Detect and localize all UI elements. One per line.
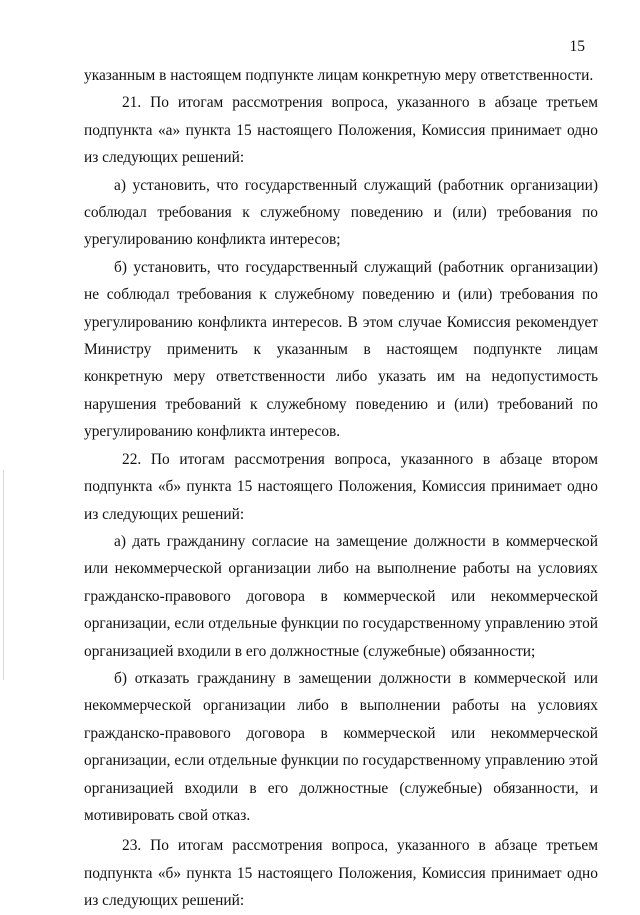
paragraph-continuation: указанным в настоящем подпункте лицам конкретную меру ответственности. (84, 67, 594, 84)
page-number: 15 (569, 38, 585, 55)
paragraph-item-21-a: а) установить, что государственный служащий (работник организации) соблюдал требования к служебному поведению и (или) требования по урегулированию конфликта интересов; (84, 176, 598, 249)
document-body (84, 62, 598, 915)
paragraph-item-21-b: б) установить, что государственный служащий (работник организации) не соблюдал требования к служебному поведению и (или) требования по урегулированию конфликта интересов. В этом случае Комиссия рекомендует Министру применить к указанным в настоящем подпункте лицам конкретную меру ответственности либо указать им на недопустимость нарушения требований к служебному поведению и (или) требований по урегулированию конфликта интересов. (84, 258, 598, 441)
paragraph-item-21: 21. По итогам рассмотрения вопроса, указанного в абзаце третьем подпункта «а» пункта 15 настоящего Положения, Комиссия принимает одно из следующих решений: (84, 94, 598, 167)
paragraph-item-23: 23. По итогам рассмотрения вопроса, указанного в абзаце третьем подпункта «б» пункта 15 настоящего Положения, Комиссия принимает одно из следующих решений: (84, 837, 598, 910)
paragraph-item-22: 22. По итогам рассмотрения вопроса, указанного в абзаце втором подпункта «б» пункта 15 настоящего Положения, Комиссия принимает одно из следующих решений: (84, 450, 598, 523)
paragraph-item-22-b: б) отказать гражданину в замещении должности в коммерческой или некоммерческой организации либо в выполнении работы на условиях гражданско-правового договора в коммерческой или некоммерческой организации, если отдельные функции по государственному управлению этой организацией входили в его должностные (служебные) обязанности, и мотивировать свой отказ. (84, 669, 598, 824)
paragraph-item-22-a: а) дать гражданину согласие на замещение должности в коммерческой или некоммерческой организации либо на выполнение работы на условиях гражданско-правового договора в коммерческой или некоммерческой организации, если отдельные функции по государственному управлению этой организацией входили в его должностные (служебные) обязанности; (84, 532, 598, 660)
scan-edge-line (3, 470, 4, 680)
